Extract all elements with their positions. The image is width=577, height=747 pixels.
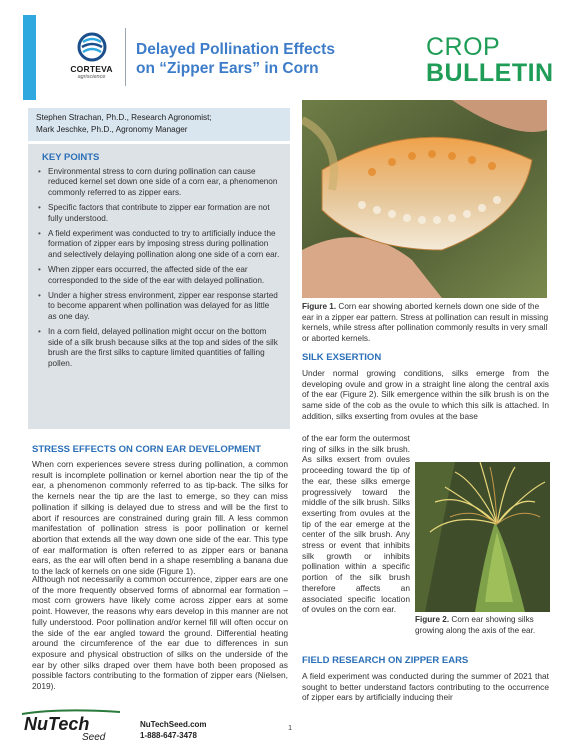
paragraph-silk-wrap: of the ear form the outermost ring of silks in the silk brush. As silks exsert from ovules proceeding toward the tip of the ear, these silks emerge progressively toward the middle of the silk brush. Silks exserting from ovules at the tip of the ear emerge at the center of the silk brush. Any stress or event that inhibits silk growth or inhibits pollination within a specific portion of the silk brush therefore affects an associated specific location of ovules on the corn ear. [302, 433, 410, 615]
key-point-item: • Environmental stress to corn during pollination can cause reduced kernel set down one side of a corn ear, a phenomenon commonly referred to as zipper ears. [38, 167, 280, 198]
key-point-item: • Specific factors that contribute to zipper ear formation are not fully understood. [38, 203, 280, 224]
key-points-list [38, 167, 280, 369]
key-point-item: • Under a higher stress environment, zipper ear response started to become apparent when pollination was delayed for as little as one day. [38, 291, 280, 322]
paragraph-silk-top: Under normal growing conditions, silks emerge from the developing ovule and grow in a straight line along the central axis of the ear (Figure 2). Silk emergence within the silk brush is on the same side of the cob as the ovule to which this silk is attached. In addition, silks exserting from ovules at the base [302, 368, 549, 421]
brand-line-1: CROP [426, 33, 501, 61]
page-number: 1 [288, 723, 293, 732]
paragraph-stress-1: When corn experiences severe stress during pollination, a common result is incomplete pollination or kernel abortion near the tip of the ear, a phenomenon commonly referred to as tip-back. The silks for the kernels near the tip are the last to emerge, so they can miss pollination if silking is delayed due to stress and will be the first to abort if resources are constrained during grain fill. A less common manifestation of pollination stress is poor pollination or kernel abortion that extends all the way down one side of the ear. This type of ear malformation is often referred to as zipper ears or banana ears, as the ear will often bend in a shape resembling a banana due to the lack of kernels on one side (Figure 1). [32, 459, 288, 577]
figure-1-photo [302, 100, 547, 298]
crop-bulletin-brand [426, 34, 556, 86]
figure-2-caption [415, 615, 550, 636]
accent-stripe [23, 15, 36, 100]
brand-line-2: BULLETIN [426, 59, 554, 87]
nutech-seed-logo-icon [20, 708, 130, 742]
footer-contact [140, 719, 207, 741]
logo-name: CORTEVA [70, 64, 113, 74]
key-points-heading: KEY POINTS [42, 152, 100, 163]
section-heading-field: FIELD RESEARCH ON ZIPPER EARS [302, 655, 469, 666]
corteva-emblem-icon [77, 32, 107, 62]
key-point-item: • A field experiment was conducted to try to artificially induce the formation of zipper ears by imposing stress during pollination and selectively delaying pollination along one side of a corn ear. [38, 229, 280, 260]
figure-2-photo [415, 462, 550, 612]
authors-box [28, 108, 290, 141]
paragraph-stress-2: Although not necessarily a common occurrence, zipper ears are one of the more frequently observed forms of abnormal ear formation – most corn growers have likely come across zipper ears at some point. However, the reasons why ears develop in this manner are not fully understood. Poor pollination and/or kernel fill will often occur on the side of the ear angled toward the ground. Differential heating around the circumference of the ear due to differences in sun exposure and physical obstruction of silks on the underside of the ear by other silks draped over them have both been proposed as possible factors contributing to the formation of zipper ears (Nielsen, 2019). [32, 574, 288, 692]
footer-brand: NuTech [24, 714, 90, 734]
title-line-2: on “Zipper Ears” in Corn [136, 60, 319, 77]
figure-1-caption-text: Corn ear showing aborted kernels down one side of the ear in a zipper ear pattern. Stress at pollination can result in missing kernels, while stress after pollination commonly results in very small or aborted kernels. [302, 302, 549, 343]
figure-1-caption [302, 302, 550, 344]
document-title [136, 40, 376, 78]
figure-2-caption-text: Corn ear showing silks growing along the axis of the ear. [415, 615, 536, 635]
footer-website[interactable]: NuTechSeed.com [140, 720, 207, 729]
section-heading-silk: SILK EXSERTION [302, 352, 382, 363]
figure-2-label: Figure 2. [415, 615, 450, 624]
nutech-logo [20, 708, 130, 742]
corn-silk-image-icon [415, 462, 550, 612]
logo-subtitle: agriscience [77, 74, 106, 80]
figure-1-label: Figure 1. [302, 302, 337, 311]
key-point-item: • In a corn field, delayed pollination might occur on the bottom side of a silk brush because silks at the top and sides of the silk brush are the first silks to capture limited quantities of falling pollen. [38, 327, 280, 369]
paragraph-field-1: A field experiment was conducted during the summer of 2021 that sought to better understand factors contributing to the occurrence of zipper ears by artificially inducing their [302, 671, 549, 703]
author-line-1: Stephen Strachan, Ph.D., Research Agronomist; [36, 113, 212, 122]
header-divider [125, 28, 126, 86]
footer-brand-sub: Seed [82, 732, 106, 742]
key-points-box [28, 144, 290, 429]
footer-phone: 1-888-647-3478 [140, 731, 197, 740]
title-line-1: Delayed Pollination Effects [136, 41, 335, 58]
author-line-2: Mark Jeschke, Ph.D., Agronomy Manager [36, 125, 188, 134]
zipper-ear-image-icon [302, 100, 547, 298]
section-heading-stress: STRESS EFFECTS ON CORN EAR DEVELOPMENT [32, 444, 262, 455]
top-band [0, 0, 577, 12]
key-point-item: • When zipper ears occurred, the affected side of the ear corresponded to the side of the ear with delayed pollination. [38, 265, 280, 286]
corteva-logo [64, 32, 119, 80]
